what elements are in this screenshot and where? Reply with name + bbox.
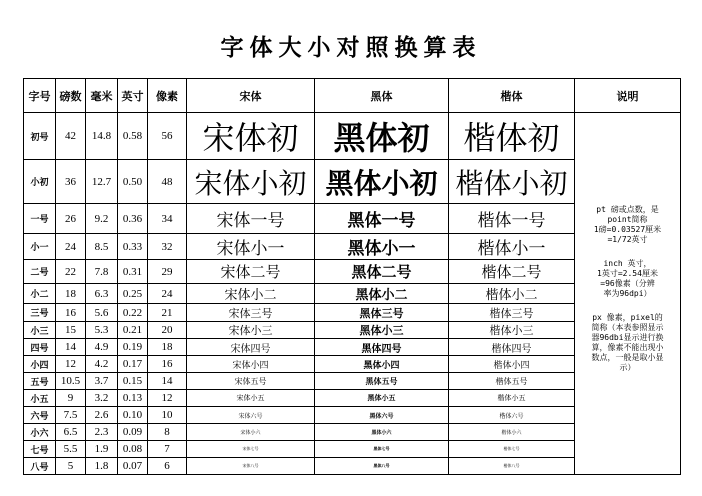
kaiti-sample: 楷体小初 bbox=[449, 160, 575, 204]
millimeters-value: 6.3 bbox=[86, 284, 118, 304]
heiti-sample: 黑体小初 bbox=[315, 160, 449, 204]
inches-value: 0.22 bbox=[118, 304, 148, 322]
header-bang: 磅数 bbox=[56, 79, 86, 113]
kaiti-sample: 楷体小六 bbox=[449, 424, 575, 441]
inches-value: 0.58 bbox=[118, 113, 148, 160]
songti-sample: 宋体七号 bbox=[187, 441, 315, 458]
size-name: 七号 bbox=[24, 441, 56, 458]
kaiti-sample: 楷体初 bbox=[449, 113, 575, 160]
songti-sample: 宋体六号 bbox=[187, 407, 315, 424]
inches-value: 0.50 bbox=[118, 160, 148, 204]
size-name: 六号 bbox=[24, 407, 56, 424]
millimeters-value: 3.7 bbox=[86, 373, 118, 390]
millimeters-value: 12.7 bbox=[86, 160, 118, 204]
pixels-value: 16 bbox=[148, 356, 187, 373]
notes-cell bbox=[575, 113, 681, 475]
songti-sample: 宋体四号 bbox=[187, 339, 315, 356]
heiti-sample: 黑体三号 bbox=[315, 304, 449, 322]
millimeters-value: 9.2 bbox=[86, 204, 118, 234]
size-name: 四号 bbox=[24, 339, 56, 356]
heiti-sample: 黑体小四 bbox=[315, 356, 449, 373]
points-value: 15 bbox=[56, 322, 86, 339]
size-name: 小六 bbox=[24, 424, 56, 441]
size-name: 小初 bbox=[24, 160, 56, 204]
kaiti-sample: 楷体八号 bbox=[449, 458, 575, 475]
heiti-sample: 黑体小二 bbox=[315, 284, 449, 304]
songti-sample: 宋体小初 bbox=[187, 160, 315, 204]
size-name: 二号 bbox=[24, 260, 56, 284]
size-name: 一号 bbox=[24, 204, 56, 234]
songti-sample: 宋体小五 bbox=[187, 390, 315, 407]
songti-sample: 宋体八号 bbox=[187, 458, 315, 475]
millimeters-value: 8.5 bbox=[86, 234, 118, 260]
inches-value: 0.25 bbox=[118, 284, 148, 304]
points-value: 16 bbox=[56, 304, 86, 322]
heiti-sample: 黑体五号 bbox=[315, 373, 449, 390]
note-inch: inch 英寸， 1英寸=2.54厘米 =96像素（分辨 率为96dpi） bbox=[597, 258, 658, 298]
inches-value: 0.33 bbox=[118, 234, 148, 260]
size-name: 八号 bbox=[24, 458, 56, 475]
size-name: 小四 bbox=[24, 356, 56, 373]
heiti-sample: 黑体小一 bbox=[315, 234, 449, 260]
size-name: 三号 bbox=[24, 304, 56, 322]
table-header-row bbox=[24, 79, 681, 113]
inches-value: 0.15 bbox=[118, 373, 148, 390]
points-value: 9 bbox=[56, 390, 86, 407]
kaiti-sample: 楷体四号 bbox=[449, 339, 575, 356]
points-value: 5.5 bbox=[56, 441, 86, 458]
millimeters-value: 1.8 bbox=[86, 458, 118, 475]
songti-sample: 宋体初 bbox=[187, 113, 315, 160]
pixels-value: 24 bbox=[148, 284, 187, 304]
heiti-sample: 黑体小五 bbox=[315, 390, 449, 407]
millimeters-value: 7.8 bbox=[86, 260, 118, 284]
millimeters-value: 5.6 bbox=[86, 304, 118, 322]
kaiti-sample: 楷体小二 bbox=[449, 284, 575, 304]
header-haomi: 毫米 bbox=[86, 79, 118, 113]
pixels-value: 14 bbox=[148, 373, 187, 390]
millimeters-value: 2.6 bbox=[86, 407, 118, 424]
size-name: 小一 bbox=[24, 234, 56, 260]
pixels-value: 20 bbox=[148, 322, 187, 339]
inches-value: 0.31 bbox=[118, 260, 148, 284]
kaiti-sample: 楷体小四 bbox=[449, 356, 575, 373]
inches-value: 0.09 bbox=[118, 424, 148, 441]
millimeters-value: 14.8 bbox=[86, 113, 118, 160]
points-value: 24 bbox=[56, 234, 86, 260]
heiti-sample: 黑体八号 bbox=[315, 458, 449, 475]
kaiti-sample: 楷体小三 bbox=[449, 322, 575, 339]
kaiti-sample: 楷体小五 bbox=[449, 390, 575, 407]
kaiti-sample: 楷体一号 bbox=[449, 204, 575, 234]
songti-sample: 宋体小一 bbox=[187, 234, 315, 260]
inches-value: 0.07 bbox=[118, 458, 148, 475]
heiti-sample: 黑体六号 bbox=[315, 407, 449, 424]
pixels-value: 34 bbox=[148, 204, 187, 234]
header-song: 宋体 bbox=[187, 79, 315, 113]
kaiti-sample: 楷体小一 bbox=[449, 234, 575, 260]
heiti-sample: 黑体七号 bbox=[315, 441, 449, 458]
pixels-value: 6 bbox=[148, 458, 187, 475]
page-title: 字体大小对照换算表 bbox=[220, 34, 482, 61]
inches-value: 0.17 bbox=[118, 356, 148, 373]
pixels-value: 8 bbox=[148, 424, 187, 441]
points-value: 5 bbox=[56, 458, 86, 475]
points-value: 36 bbox=[56, 160, 86, 204]
millimeters-value: 2.3 bbox=[86, 424, 118, 441]
pixels-value: 29 bbox=[148, 260, 187, 284]
inches-value: 0.10 bbox=[118, 407, 148, 424]
millimeters-value: 4.2 bbox=[86, 356, 118, 373]
header-kai: 楷体 bbox=[449, 79, 575, 113]
kaiti-sample: 楷体六号 bbox=[449, 407, 575, 424]
size-name: 小五 bbox=[24, 390, 56, 407]
heiti-sample: 黑体小三 bbox=[315, 322, 449, 339]
songti-sample: 宋体小六 bbox=[187, 424, 315, 441]
header-shuoming: 说明 bbox=[575, 79, 681, 113]
pixels-value: 10 bbox=[148, 407, 187, 424]
songti-sample: 宋体三号 bbox=[187, 304, 315, 322]
songti-sample: 宋体小三 bbox=[187, 322, 315, 339]
heiti-sample: 黑体一号 bbox=[315, 204, 449, 234]
points-value: 14 bbox=[56, 339, 86, 356]
size-name: 小三 bbox=[24, 322, 56, 339]
header-hei: 黑体 bbox=[315, 79, 449, 113]
songti-sample: 宋体小四 bbox=[187, 356, 315, 373]
millimeters-value: 4.9 bbox=[86, 339, 118, 356]
points-value: 26 bbox=[56, 204, 86, 234]
songti-sample: 宋体一号 bbox=[187, 204, 315, 234]
points-value: 10.5 bbox=[56, 373, 86, 390]
header-yingcun: 英寸 bbox=[118, 79, 148, 113]
kaiti-sample: 楷体二号 bbox=[449, 260, 575, 284]
heiti-sample: 黑体初 bbox=[315, 113, 449, 160]
pixels-value: 48 bbox=[148, 160, 187, 204]
points-value: 42 bbox=[56, 113, 86, 160]
inches-value: 0.13 bbox=[118, 390, 148, 407]
points-value: 12 bbox=[56, 356, 86, 373]
kaiti-sample: 楷体五号 bbox=[449, 373, 575, 390]
note-pt: pt 磅或点数，是 point简称 1磅=0.03527厘米 =1/72英寸 bbox=[593, 204, 662, 244]
points-value: 18 bbox=[56, 284, 86, 304]
note-px: px 像素，pixel的 简称（本表参照显示 器96dbi显示进行换 算，像素不能出现小 数点，一般是取小显 示） bbox=[591, 312, 664, 372]
millimeters-value: 5.3 bbox=[86, 322, 118, 339]
points-value: 6.5 bbox=[56, 424, 86, 441]
pixels-value: 32 bbox=[148, 234, 187, 260]
songti-sample: 宋体五号 bbox=[187, 373, 315, 390]
points-value: 7.5 bbox=[56, 407, 86, 424]
millimeters-value: 3.2 bbox=[86, 390, 118, 407]
songti-sample: 宋体二号 bbox=[187, 260, 315, 284]
songti-sample: 宋体小二 bbox=[187, 284, 315, 304]
font-size-table bbox=[23, 78, 681, 475]
kaiti-sample: 楷体三号 bbox=[449, 304, 575, 322]
pixels-value: 56 bbox=[148, 113, 187, 160]
millimeters-value: 1.9 bbox=[86, 441, 118, 458]
pixels-value: 21 bbox=[148, 304, 187, 322]
header-zihao: 字号 bbox=[24, 79, 56, 113]
heiti-sample: 黑体二号 bbox=[315, 260, 449, 284]
size-name: 五号 bbox=[24, 373, 56, 390]
size-name: 初号 bbox=[24, 113, 56, 160]
inches-value: 0.36 bbox=[118, 204, 148, 234]
inches-value: 0.19 bbox=[118, 339, 148, 356]
pixels-value: 7 bbox=[148, 441, 187, 458]
inches-value: 0.08 bbox=[118, 441, 148, 458]
heiti-sample: 黑体四号 bbox=[315, 339, 449, 356]
size-name: 小二 bbox=[24, 284, 56, 304]
pixels-value: 18 bbox=[148, 339, 187, 356]
heiti-sample: 黑体小六 bbox=[315, 424, 449, 441]
points-value: 22 bbox=[56, 260, 86, 284]
table-body bbox=[24, 113, 681, 475]
table-row bbox=[24, 113, 681, 160]
header-xiangsu: 像素 bbox=[148, 79, 187, 113]
inches-value: 0.21 bbox=[118, 322, 148, 339]
pixels-value: 12 bbox=[148, 390, 187, 407]
kaiti-sample: 楷体七号 bbox=[449, 441, 575, 458]
